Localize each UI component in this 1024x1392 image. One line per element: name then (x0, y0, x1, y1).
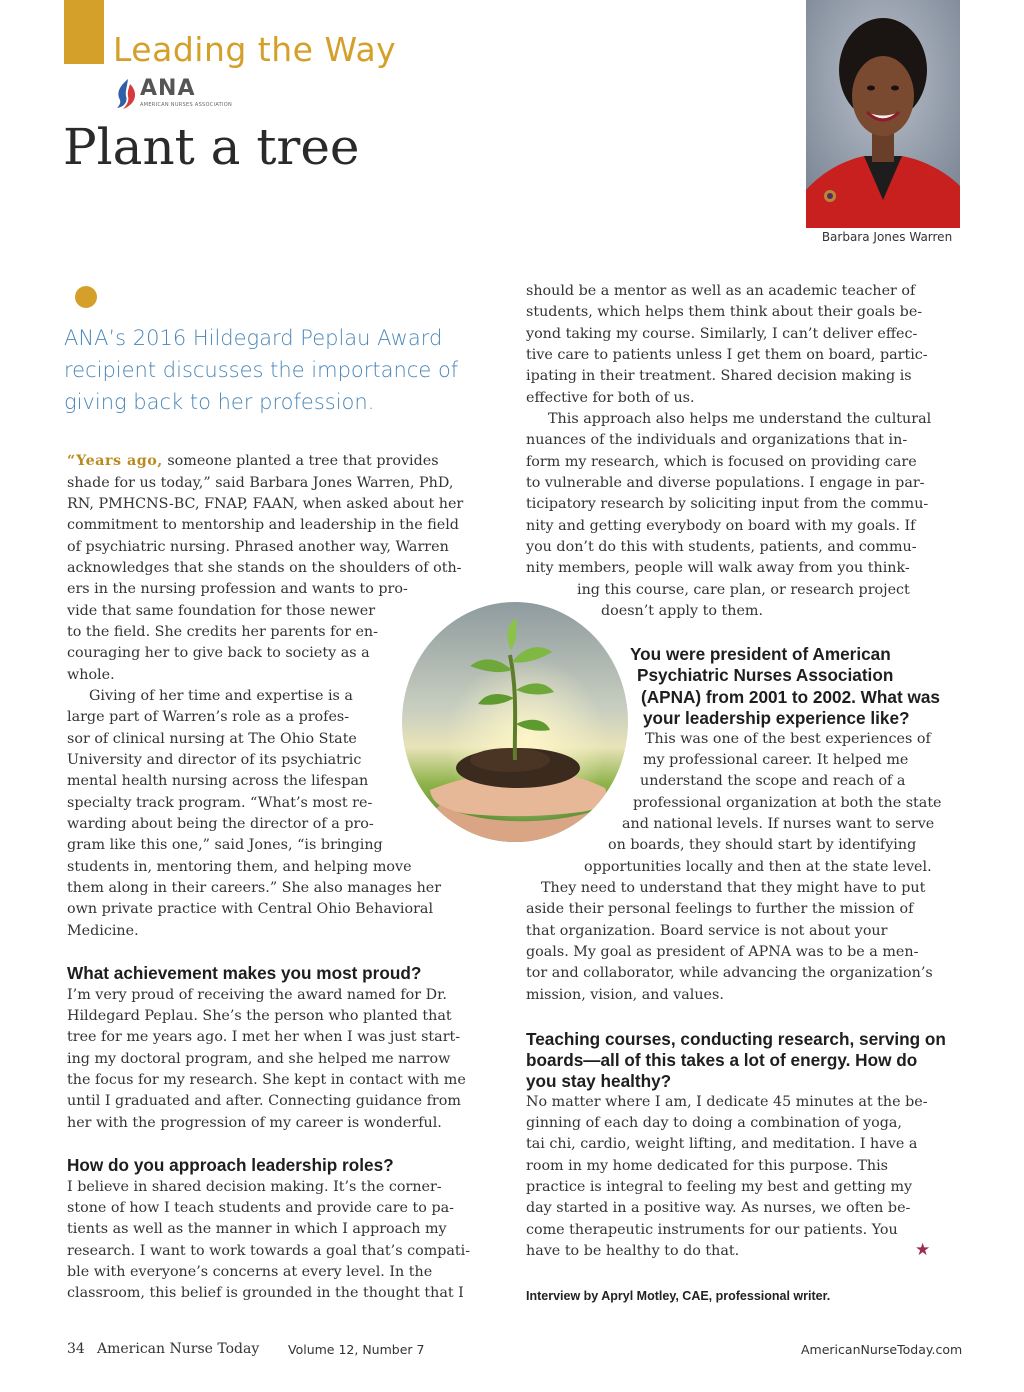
body-line: professional organization at both the state (633, 795, 942, 811)
portrait-illustration (806, 0, 960, 228)
seedling-illustration (400, 600, 630, 845)
intro-lead-in: “Years ago, (67, 453, 163, 469)
intro-first-line: “Years ago, someone planted a tree that provides (67, 453, 439, 469)
body-line: tor and collaborator, while advancing the organization’s (526, 965, 933, 981)
body-line: couraging her to give back to society as a (67, 645, 370, 661)
body-line: mental health nursing across the lifespan (67, 773, 369, 789)
body-line: Hildegard Peplau. She’s the person who planted that (67, 1008, 452, 1024)
body-line: This approach also helps me understand the cultural (548, 411, 932, 427)
body-line: until I graduated and after. Connecting guidance from (67, 1093, 461, 1109)
body-line: effective for both of us. (526, 390, 695, 406)
body-line: understand the scope and reach of a (640, 773, 906, 789)
question-heading: What achievement makes you most proud? (67, 963, 422, 983)
body-line: ing this course, care plan, or research project (577, 582, 910, 598)
body-line: ginning of each day to doing a combination of yoga, (526, 1115, 902, 1131)
body-line: RN, PMHCNS-BC, FNAP, FAAN, when asked about her (67, 496, 464, 512)
question-heading: boards—all of this takes a lot of energy. How do (526, 1050, 918, 1070)
body-line: the focus for my research. She kept in contact with me (67, 1072, 466, 1088)
question-heading: Psychiatric Nurses Association (637, 665, 894, 685)
photo-caption: Barbara Jones Warren (821, 230, 953, 244)
body-line: goals. My goal as president of APNA was to be a men- (526, 944, 919, 960)
body-line: I believe in shared decision making. It’s the corner- (67, 1179, 442, 1195)
body-line: practice is integral to feeling my best and getting my (526, 1179, 913, 1195)
deck-line: ANA’s 2016 Hildegard Peplau Award (64, 326, 443, 350)
body-line: my professional career. It helped me (643, 752, 909, 768)
body-line: doesn’t apply to them. (601, 603, 764, 619)
body-line: ers in the nursing profession and wants to pro- (67, 581, 408, 597)
body-line: sor of clinical nursing at The Ohio State (67, 731, 357, 747)
body-line: warding about being the director of a pro- (67, 816, 374, 832)
body-line: ble with everyone’s concerns at every level. In the (67, 1264, 433, 1280)
body-line: you don’t do this with students, patients, and commu- (526, 539, 917, 555)
body-line: come therapeutic instruments for our patients. You (526, 1222, 898, 1238)
body-line: ing my doctoral program, and she helped me narrow (67, 1051, 451, 1067)
body-line: them along in their careers.” She also manages her (67, 880, 442, 896)
body-line: tients as well as the manner in which I approach my (67, 1221, 447, 1237)
section-accent-bar (64, 0, 104, 64)
body-line: tai chi, cardio, weight lifting, and meditation. I have a (526, 1136, 918, 1152)
question-heading: your leadership experience like? (643, 708, 910, 728)
body-line: University and director of its psychiatric (67, 752, 362, 768)
body-line: aside their personal feelings to further the mission of (526, 901, 914, 917)
body-line: Giving of her time and expertise is a (89, 688, 353, 704)
page-title: Plant a tree (63, 118, 360, 176)
body-line: her with the progression of my career is wonderful. (67, 1115, 442, 1131)
body-line: Medicine. (67, 923, 139, 939)
body-line: nuances of the individuals and organizations that in- (526, 432, 908, 448)
question-heading: How do you approach leadership roles? (67, 1155, 394, 1175)
body-line: students, which helps them think about their goals be- (526, 304, 923, 320)
body-line: classroom, this belief is grounded in the thought that I (67, 1285, 464, 1301)
footer-issue: Volume 12, Number 7 (288, 1342, 425, 1357)
question-heading: (APNA) from 2001 to 2002. What was (641, 687, 940, 707)
body-line: to the field. She credits her parents for en- (67, 624, 378, 640)
body-line: to vulnerable and diverse populations. I engage in par- (526, 475, 925, 491)
body-line: should be a mentor as well as an academic teacher of (526, 283, 916, 299)
body-line: mission, vision, and values. (526, 987, 724, 1003)
body-line: students in, mentoring them, and helping move (67, 859, 412, 875)
body-line: tive care to patients unless I get them on board, partic- (526, 347, 928, 363)
body-line: They need to understand that they might have to put (541, 880, 926, 896)
body-line: vide that same foundation for those newer (67, 603, 376, 619)
footer-website: AmericanNurseToday.com (801, 1342, 963, 1357)
body-line: large part of Warren’s role as a profes- (67, 709, 350, 725)
body-line: of psychiatric nursing. Phrased another way, Warren (67, 539, 449, 555)
body-line: nity members, people will walk away from you think- (526, 560, 910, 576)
ana-subtext: AMERICAN NURSES ASSOCIATION (140, 102, 233, 108)
footer-magazine-name: American Nurse Today (97, 1341, 260, 1357)
body-line: research. I want to work towards a goal that’s compati- (67, 1243, 471, 1259)
ana-logo (114, 76, 254, 110)
body-line: day started in a positive way. As nurses, we often be- (526, 1200, 911, 1216)
body-line: shade for us today,” said Barbara Jones Warren, PhD, (67, 475, 454, 491)
decorative-dot (75, 286, 97, 308)
body-line: stone of how I teach students and provide care to pa- (67, 1200, 454, 1216)
body-line: nity and getting everybody on board with my goals. If (526, 518, 916, 534)
body-line: acknowledges that she stands on the shoulders of oth- (67, 560, 462, 576)
body-line: room in my home dedicated for this purpose. This (526, 1158, 888, 1174)
body-line: commitment to mentorship and leadership in the field (67, 517, 459, 533)
body-line: have to be healthy to do that. (526, 1243, 740, 1259)
body-line: ipating in their treatment. Shared decision making is (526, 368, 912, 384)
question-heading: you stay healthy? (526, 1071, 672, 1091)
body-line: gram like this one,” said Jones, “is bringing (67, 837, 383, 853)
body-line: opportunities locally and then at the state level. (584, 859, 932, 875)
body-line: and national levels. If nurses want to serve (622, 816, 935, 832)
interview-credit: Interview by Apryl Motley, CAE, professional writer. (526, 1289, 831, 1303)
end-mark-star-icon: ★ (915, 1240, 931, 1260)
body-line: specialty track program. “What’s most re- (67, 795, 373, 811)
portrait-photo (806, 0, 960, 228)
ana-flame-icon (114, 78, 138, 110)
question-heading: You were president of American (630, 644, 891, 664)
body-line: This was one of the best experiences of (645, 731, 931, 747)
body-line: on boards, they should start by identifying (608, 837, 917, 853)
ana-wordmark: ANA (140, 76, 196, 101)
body-line: yond taking my course. Similarly, I can’t deliver effec- (526, 326, 918, 342)
body-line: that organization. Board service is not about your (526, 923, 888, 939)
section-label: Leading the Way (113, 30, 397, 69)
deck-line: giving back to her profession. (64, 390, 375, 414)
body-line: tree for me years ago. I met her when I was just start- (67, 1029, 461, 1045)
hands-seedling-image (400, 600, 630, 845)
deck-line: recipient discusses the importance of (64, 358, 459, 382)
body-line: whole. (67, 667, 115, 683)
deck-subheading (64, 322, 484, 418)
body-line: ticipatory research by soliciting input from the commu- (526, 496, 929, 512)
body-line: own private practice with Central Ohio Behavioral (67, 901, 434, 917)
body-line: form my research, which is focused on providing care (526, 454, 917, 470)
question-heading: Teaching courses, conducting research, serving on (526, 1029, 946, 1049)
footer-page-number: 34 (67, 1341, 85, 1357)
body-line: I’m very proud of receiving the award named for Dr. (67, 987, 447, 1003)
body-line: No matter where I am, I dedicate 45 minutes at the be- (526, 1094, 928, 1110)
